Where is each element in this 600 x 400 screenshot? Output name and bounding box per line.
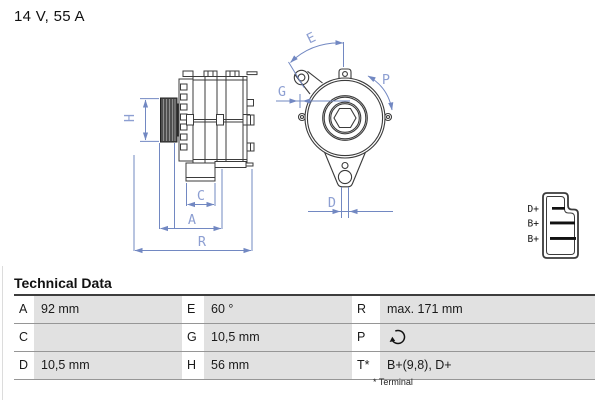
dim-key-E: E [182,296,204,323]
dim-label-E: E [304,29,319,48]
dim-label-C: C [196,188,206,204]
table-heading: Technical Data [14,275,112,291]
through-bolts [183,71,257,77]
table-row [14,296,595,323]
dim-label-P: P [381,72,391,88]
dim-label-D: D [327,195,337,211]
dim-value-G: 10,5 mm [204,324,352,351]
terminal-connector-diagram [528,193,578,258]
dim-value-R: max. 171 mm [380,296,595,323]
dim-value-D: 10,5 mm [34,352,182,379]
table-row [14,323,595,351]
rotation-direction-icon [387,328,409,347]
terminal-studs [247,100,254,152]
dim-value-T: B+(9,8), D+ [380,352,595,379]
table-body [14,294,595,380]
product-rating-title: 14 V, 55 A [14,8,85,25]
pin-label-bplus-2: B+ [527,234,539,245]
mounting-foot [186,162,253,182]
dim-key-G: G [182,324,204,351]
dim-label-H: H [122,113,138,123]
dim-label-G: G [277,84,287,100]
terminal-blade-bplus-2 [550,237,576,240]
technical-data-table [14,274,595,380]
dim-key-P: P [352,324,380,351]
dim-key-D: D [14,352,34,379]
dim-key-R: R [352,296,380,323]
alternator-front-view [294,69,391,187]
page-left-border [2,266,3,400]
dim-value-E: 60 ° [204,296,352,323]
dim-label-R: R [197,234,207,250]
dim-label-A: A [187,212,197,228]
connector-outline [543,193,578,258]
pin-label-bplus-1: B+ [527,218,539,230]
alternator-housing [187,77,250,164]
dim-value-A: 92 mm [34,296,182,323]
dim-value-C [34,324,182,351]
terminal-footnote: * Terminal [373,377,413,387]
terminal-blade-bplus-1 [550,222,575,225]
dim-key-C: C [14,324,34,351]
table-row [14,351,595,379]
pin-label-dplus: D+ [527,204,539,215]
dim-value-P [380,324,595,351]
dim-key-T: T* [352,352,380,379]
dim-key-H: H [182,352,204,379]
dim-value-H: 56 mm [204,352,352,379]
terminal-blade-dplus [552,207,565,210]
dim-key-A: A [14,296,34,323]
